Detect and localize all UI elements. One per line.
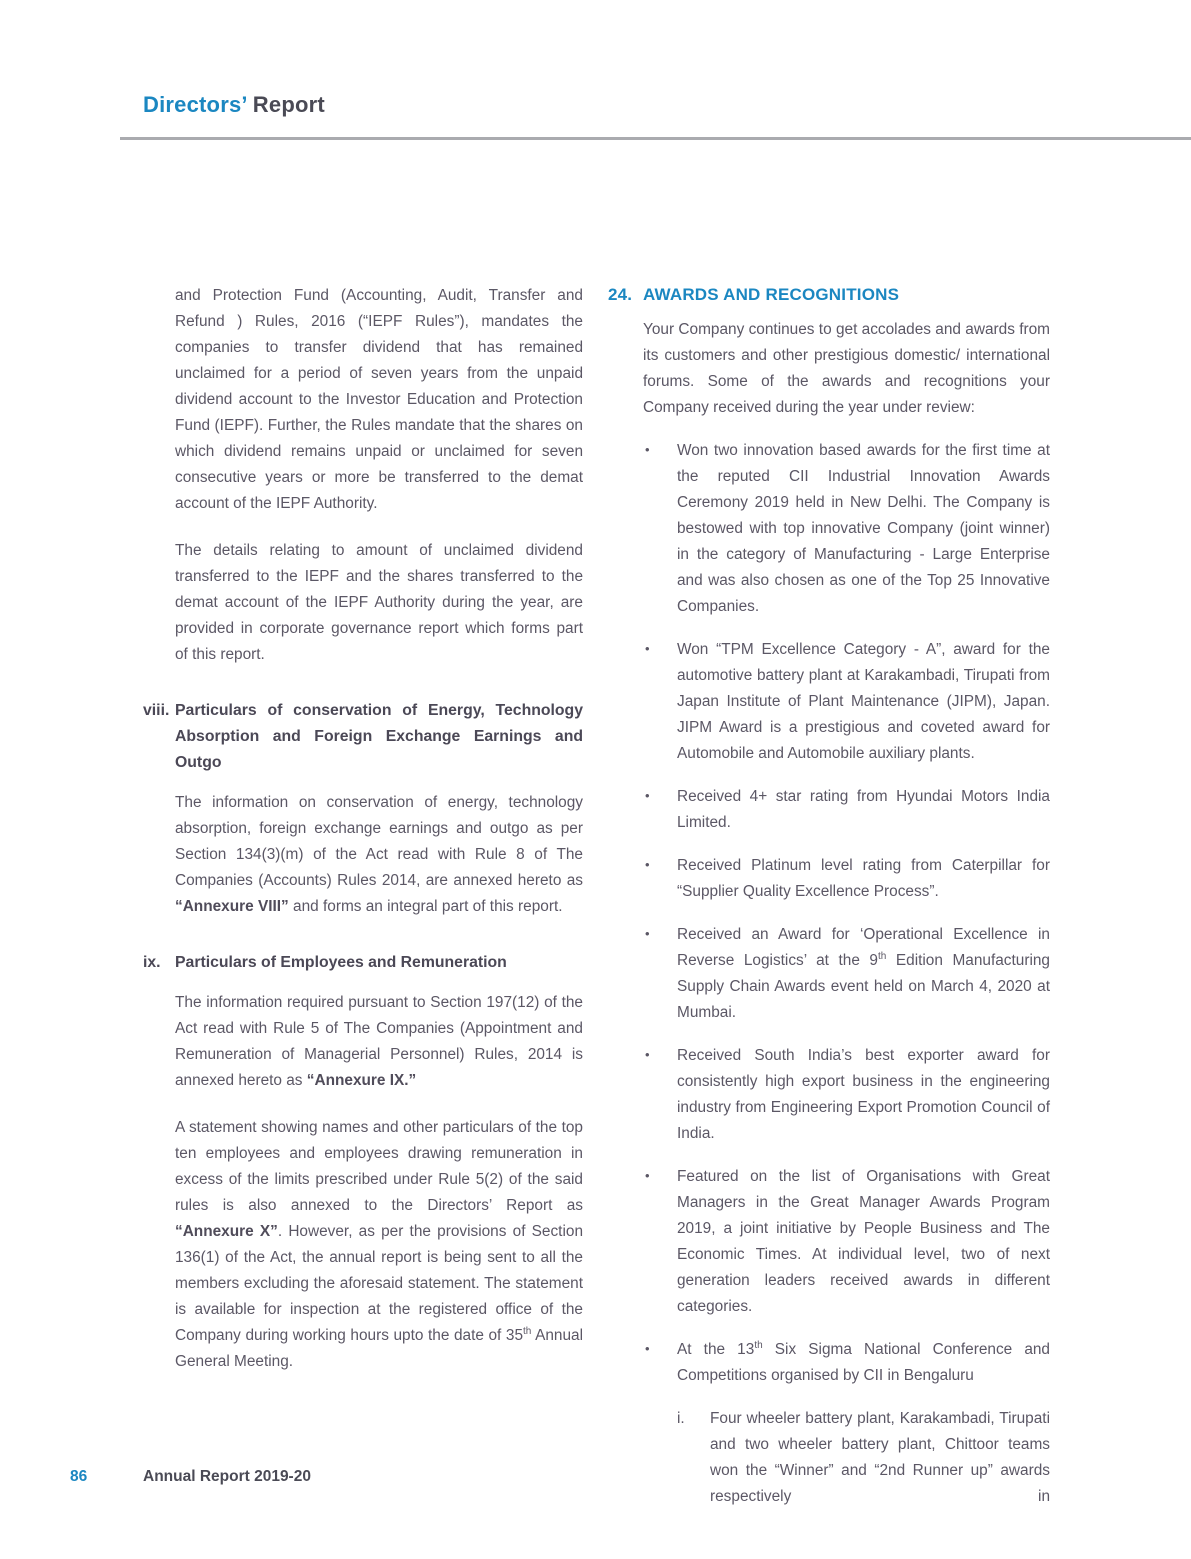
heading-item-viii xyxy=(143,698,583,776)
paragraph-top-ten-employees xyxy=(143,1115,583,1375)
bullet-icon: • xyxy=(645,1047,650,1062)
left-column xyxy=(143,283,583,1527)
bullet-best-exporter xyxy=(608,1043,1050,1147)
superscript-35th: th xyxy=(523,1325,532,1337)
bullet-text: Won two innovation based awards for the first time at the reputed CII Industrial Innovation Awards Ceremony 2019 held in New Delhi. The Company is bestowed with top innovative Company (joint winner) in the category of Manufacturing - Large Enterprise and was also chosen as one of the Top 25 Innovative Companies. xyxy=(677,442,1050,615)
bullet-text: Received Platinum level rating from Caterpillar for “Supplier Quality Excellence Process”. xyxy=(677,857,1050,900)
bullet-icon: • xyxy=(645,1168,650,1183)
bullet-text: Featured on the list of Organisations with Great Managers in the Great Manager Awards Program 2019, a joint initiative by People Business and The Economic Times. At individual level, two of next generation leaders received awards in different categories. xyxy=(677,1168,1050,1315)
bullet-tpm-excellence xyxy=(608,637,1050,767)
awards-intro-paragraph: Your Company continues to get accolades and awards from its customers and other prestigious domestic/ international forums. Some of the awards and recognitions your Company received during the year under review: xyxy=(643,321,1050,416)
energy-text-pre: The information on conservation of energy, technology absorption, foreign exchange earnings and outgo as per Section 134(3)(m) of the Act read with Rule 8 of The Companies (Accounts) Rules 2014, are annexed hereto as xyxy=(175,794,583,889)
footer-report-label: Annual Report 2019-20 xyxy=(143,1468,311,1485)
item-viii-label: viii. xyxy=(143,702,170,719)
bullet-text-pre: Received an Award for ‘Operational Excellence in Reverse Logistics’ at the 9 xyxy=(677,926,1050,969)
item-viii-heading-text: Particulars of conservation of Energy, Technology Absorption and Foreign Exchange Earnings and Outgo xyxy=(175,702,583,771)
subitem-text: Four wheeler battery plant, Karakambadi, Tirupati and two wheeler battery plant, Chittoor teams won the “Winner” and “2nd Runner up” awards respectively in xyxy=(710,1410,1050,1505)
statement-text-post: Annual General Meeting. xyxy=(175,1327,583,1370)
heading-item-ix xyxy=(143,950,583,976)
bullet-icon: • xyxy=(645,1341,650,1356)
bullet-icon: • xyxy=(645,857,650,872)
superscript-9th: th xyxy=(877,950,887,962)
page-number: 86 xyxy=(70,1468,88,1485)
bullet-text-post: Six Sigma National Conference and Competitions organised by CII in Bengaluru xyxy=(677,1341,1050,1384)
bullet-text-pre: At the 13 xyxy=(677,1341,755,1358)
page-title-accent: Directors’ xyxy=(143,92,247,117)
bullet-icon: • xyxy=(645,641,650,656)
bullet-six-sigma xyxy=(608,1337,1050,1389)
bullet-reverse-logistics xyxy=(608,922,1050,1026)
bullet-text xyxy=(677,926,1050,1021)
bullet-text xyxy=(677,1341,1050,1384)
bullet-icon: • xyxy=(645,926,650,941)
bullet-icon: • xyxy=(645,442,650,457)
page-content xyxy=(143,283,1050,1527)
header-divider xyxy=(120,137,1191,140)
annexure-viii-bold: “Annexure VIII” xyxy=(175,898,289,915)
paragraph-unclaimed-dividend: The details relating to amount of unclaimed dividend transferred to the IEPF and the shares transferred to the demat account of the IEPF Authority during the year, are provided in corporate governance report which forms part of this report. xyxy=(175,542,583,663)
bullet-caterpillar-rating xyxy=(608,853,1050,905)
paragraph-iepf-rules: and Protection Fund (Accounting, Audit, Transfer and Refund ) Rules, 2016 (“IEPF Rules”), mandates the companies to transfer dividend that has remained unclaimed for a period of seven years from the unpaid dividend account to the Investor Education and Protection Fund (IEPF). Further, the Rules mandate that the shares on which dividend remains unpaid or unclaimed for seven consecutive years or more be transferred to the demat account of the IEPF Authority. xyxy=(175,287,583,512)
section-24-heading-text: AWARDS AND RECOGNITIONS xyxy=(643,285,900,304)
statement-text-mid: . However, as per the provisions of Section 136(1) of the Act, the annual report is being sent to all the members excluding the aforesaid statement. The statement is available for inspection at the registered office of the Company during working hours upto the date of 35 xyxy=(175,1223,583,1344)
energy-text-post: and forms an integral part of this report. xyxy=(288,898,563,915)
bullet-great-managers xyxy=(608,1164,1050,1320)
bullet-cii-innovation-awards xyxy=(608,438,1050,620)
bullet-text: Received 4+ star rating from Hyundai Motors India Limited. xyxy=(677,788,1050,831)
page-title-rest: Report xyxy=(246,92,325,117)
right-column xyxy=(608,283,1050,1527)
page-title xyxy=(143,92,325,118)
remuneration-text-pre: The information required pursuant to Section 197(12) of the Act read with Rule 5 of The Companies (Appointment and Remuneration of Managerial Personnel) Rules, 2014 is annexed hereto as xyxy=(175,994,583,1089)
statement-text-pre: A statement showing names and other particulars of the top ten employees and employees drawing remuneration in excess of the limits prescribed under Rule 5(2) of the said rules is also annexed to the Directors’ Report as xyxy=(175,1119,583,1214)
paragraph-energy-conservation xyxy=(143,790,583,920)
annexure-ix-bold: “Annexure IX.” xyxy=(306,1072,417,1089)
bullet-text: Received South India’s best exporter award for consistently high export business in the engineering industry from Engineering Export Promotion Council of India. xyxy=(677,1047,1050,1142)
paragraph-remuneration xyxy=(143,990,583,1094)
bullet-text-post: Edition Manufacturing Supply Chain Awards event held on March 4, 2020 at Mumbai. xyxy=(677,952,1050,1021)
section-24-number: 24. xyxy=(608,285,633,304)
item-ix-heading-text: Particulars of Employees and Remuneration xyxy=(175,954,507,971)
bullet-icon: • xyxy=(645,788,650,803)
heading-awards-recognitions xyxy=(608,283,1050,307)
bullet-hyundai-rating xyxy=(608,784,1050,836)
subitem-label: i. xyxy=(677,1410,685,1427)
bullet-text: Won “TPM Excellence Category - A”, award for the automotive battery plant at Karakambadi, Tirupati from Japan Institute of Plant Maintenance (JIPM), Japan. JIPM Award is a prestigious and coveted award for Automobile and Automobile auxiliary plants. xyxy=(677,641,1050,762)
subitem-four-wheeler-plant xyxy=(608,1406,1050,1510)
annexure-x-bold: “Annexure X” xyxy=(175,1223,278,1240)
item-ix-label: ix. xyxy=(143,954,161,971)
superscript-13th: th xyxy=(754,1339,763,1351)
